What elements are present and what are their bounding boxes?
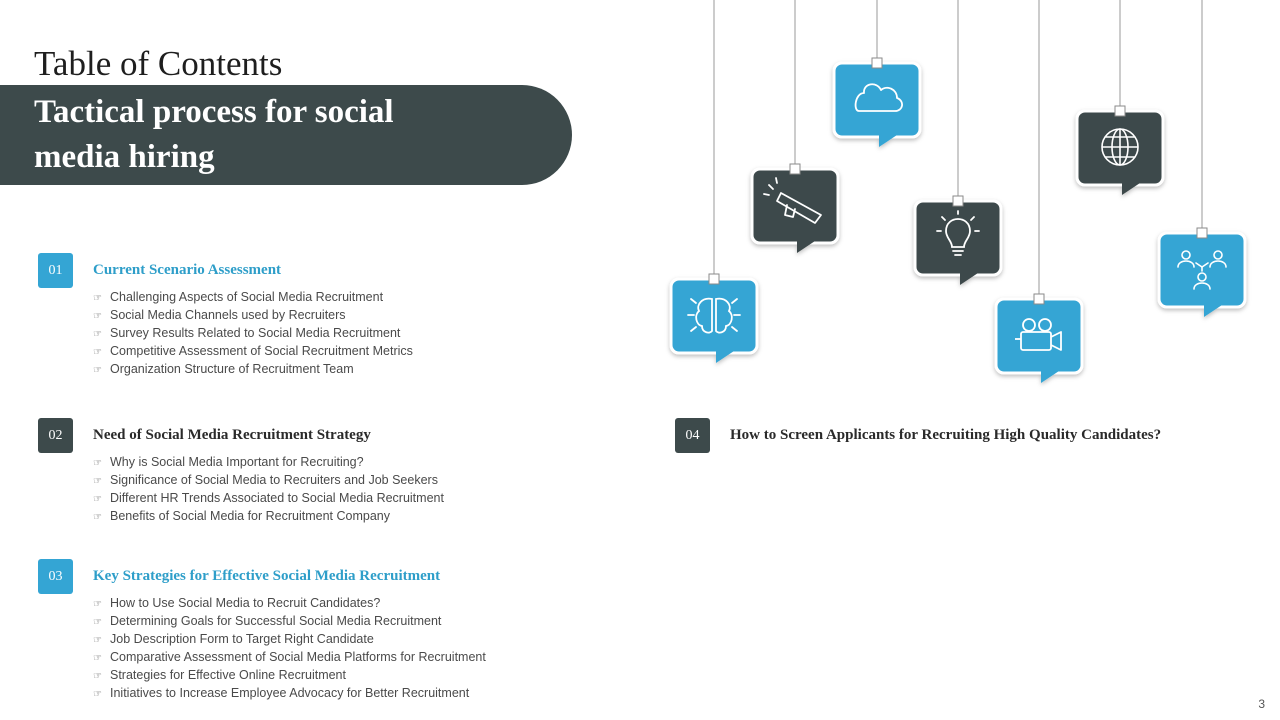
pointing-hand-icon: ☞ — [93, 599, 102, 610]
pointing-hand-icon: ☞ — [93, 293, 102, 304]
page-number: 3 — [1258, 697, 1265, 711]
globe-icon — [1077, 106, 1163, 195]
list-item: ☞ Job Description Form to Target Right Candidate — [93, 631, 486, 649]
pointing-hand-icon: ☞ — [93, 635, 102, 646]
list-item: ☞ Challenging Aspects of Social Media Recruitment — [93, 289, 413, 307]
pointing-hand-icon: ☞ — [93, 476, 102, 487]
section-items — [93, 454, 444, 526]
section-title[interactable]: How to Screen Applicants for Recruiting High Quality Candidates? — [730, 427, 1162, 443]
section-number: 04 — [675, 418, 710, 453]
section-number: 02 — [38, 418, 73, 453]
list-item: ☞ Survey Results Related to Social Media Recruitment — [93, 325, 413, 343]
pointing-hand-icon: ☞ — [93, 458, 102, 469]
list-item: ☞ Why is Social Media Important for Recruiting? — [93, 454, 444, 472]
pointing-hand-icon: ☞ — [93, 365, 102, 376]
slide-title: Tactical process for social media hiring — [34, 94, 394, 175]
toc-label: Table of Contents — [34, 44, 283, 83]
pointing-hand-icon: ☞ — [93, 494, 102, 505]
section-number: 01 — [38, 253, 73, 288]
list-item: ☞ Social Media Channels used by Recruiters — [93, 307, 413, 325]
pointing-hand-icon: ☞ — [93, 311, 102, 322]
section-title[interactable]: Need of Social Media Recruitment Strategy — [93, 427, 371, 443]
pointing-hand-icon: ☞ — [93, 329, 102, 340]
lightbulb-icon — [915, 196, 1001, 285]
megaphone-icon — [752, 164, 838, 253]
section-title[interactable]: Key Strategies for Effective Social Media Recruitment — [93, 568, 441, 584]
section-number: 03 — [38, 559, 73, 594]
pointing-hand-icon: ☞ — [93, 512, 102, 523]
pointing-hand-icon: ☞ — [93, 653, 102, 664]
network-people-icon — [1159, 228, 1245, 317]
list-item: ☞ Different HR Trends Associated to Social Media Recruitment — [93, 490, 444, 508]
pointing-hand-icon: ☞ — [93, 671, 102, 682]
pointing-hand-icon: ☞ — [93, 617, 102, 628]
section-items — [93, 595, 486, 703]
pointing-hand-icon: ☞ — [93, 347, 102, 358]
list-item: ☞ Organization Structure of Recruitment Team — [93, 361, 413, 379]
list-item: ☞ Determining Goals for Successful Social Media Recruitment — [93, 613, 486, 631]
cloud-icon — [834, 58, 920, 147]
brain-icon — [671, 274, 757, 363]
section-title[interactable]: Current Scenario Assessment — [93, 262, 282, 278]
list-item: ☞ Strategies for Effective Online Recruitment — [93, 667, 486, 685]
video-camera-icon — [996, 294, 1082, 383]
pointing-hand-icon: ☞ — [93, 689, 102, 700]
list-item: ☞ Benefits of Social Media for Recruitment Company — [93, 508, 444, 526]
list-item: ☞ Significance of Social Media to Recruiters and Job Seekers — [93, 472, 444, 490]
list-item: ☞ How to Use Social Media to Recruit Candidates? — [93, 595, 486, 613]
list-item: ☞ Comparative Assessment of Social Media Platforms for Recruitment — [93, 649, 486, 667]
list-item: ☞ Initiatives to Increase Employee Advocacy for Better Recruitment — [93, 685, 486, 703]
list-item: ☞ Competitive Assessment of Social Recruitment Metrics — [93, 343, 413, 361]
